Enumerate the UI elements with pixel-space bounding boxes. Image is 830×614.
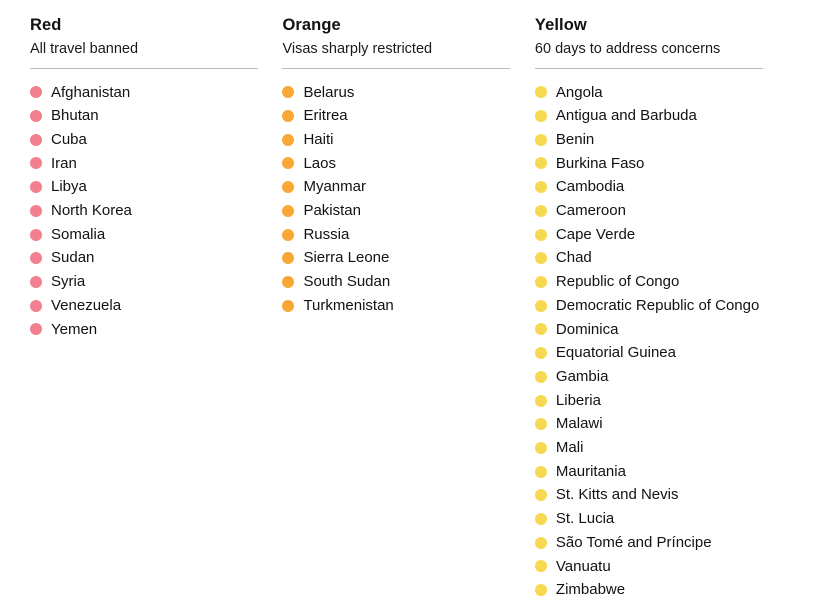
status-dot-icon [282, 229, 294, 241]
status-dot-icon [535, 489, 547, 501]
list-item [30, 318, 282, 342]
list-item [535, 152, 808, 176]
column-title-red: Red [30, 16, 62, 34]
country-name: North Korea [51, 202, 132, 220]
list-item [282, 294, 534, 318]
list-item [535, 507, 808, 531]
list-item [535, 81, 808, 105]
country-name: Somalia [51, 225, 106, 243]
list-item [30, 104, 282, 128]
country-name: Myanmar [303, 178, 366, 196]
country-list-orange [282, 81, 534, 318]
list-item [282, 81, 534, 105]
status-dot-icon [282, 300, 294, 312]
list-item [282, 246, 534, 270]
list-item [282, 152, 534, 176]
status-dot-icon [535, 323, 547, 335]
list-item [30, 81, 282, 105]
status-dot-icon [535, 347, 547, 359]
status-dot-icon [30, 276, 42, 288]
country-name: Vanuatu [555, 557, 611, 575]
list-item [30, 294, 282, 318]
column-divider-orange [282, 68, 510, 69]
country-name: Venezuela [51, 296, 122, 314]
country-name: Democratic Republic of Congo [555, 296, 760, 314]
status-dot-icon [30, 229, 42, 241]
list-item [30, 223, 282, 247]
list-item [535, 389, 808, 413]
column-yellow [535, 16, 808, 602]
list-item [535, 223, 808, 247]
country-name: Antigua and Barbuda [555, 107, 697, 125]
list-item [535, 341, 808, 365]
list-item [535, 365, 808, 389]
list-item [30, 175, 282, 199]
status-dot-icon [282, 157, 294, 169]
status-dot-icon [282, 205, 294, 217]
column-subtitle-yellow: 60 days to address concerns [534, 41, 721, 58]
status-dot-icon [535, 134, 547, 146]
country-name: Sierra Leone [303, 249, 390, 267]
list-item [30, 152, 282, 176]
list-item [282, 128, 534, 152]
status-dot-icon [282, 181, 294, 193]
list-item [535, 104, 808, 128]
list-item [535, 294, 808, 318]
country-name: Libya [51, 178, 87, 196]
list-item [282, 199, 534, 223]
list-item [30, 270, 282, 294]
country-name: Chad [555, 249, 592, 267]
country-name: Belarus [303, 83, 355, 101]
country-name: Sudan [51, 249, 95, 267]
status-dot-icon [535, 276, 547, 288]
country-name: Malawi [555, 415, 603, 433]
country-name: Mali [555, 439, 584, 457]
country-name: Syria [51, 273, 86, 291]
status-dot-icon [535, 418, 547, 430]
country-name: Yemen [51, 320, 98, 338]
list-item [535, 460, 808, 484]
country-name: São Tomé and Príncipe [555, 533, 712, 551]
status-dot-icon [282, 276, 294, 288]
list-item [535, 555, 808, 579]
status-dot-icon [535, 371, 547, 383]
list-item [535, 436, 808, 460]
status-dot-icon [535, 513, 547, 525]
country-list-yellow [535, 81, 808, 602]
country-name: Cape Verde [555, 225, 636, 243]
country-name: Equatorial Guinea [555, 344, 676, 362]
country-name: St. Kitts and Nevis [555, 486, 679, 504]
status-dot-icon [535, 560, 547, 572]
status-dot-icon [535, 584, 547, 596]
column-title-yellow: Yellow [534, 16, 587, 34]
list-item [30, 246, 282, 270]
list-item [535, 578, 808, 602]
list-item [535, 246, 808, 270]
status-dot-icon [30, 252, 42, 264]
list-item [535, 175, 808, 199]
country-name: Dominica [555, 320, 619, 338]
country-name: Eritrea [303, 107, 348, 125]
country-name: Iran [51, 154, 77, 172]
country-name: Laos [303, 154, 336, 172]
status-dot-icon [30, 323, 42, 335]
status-dot-icon [30, 181, 42, 193]
list-item [30, 128, 282, 152]
status-dot-icon [535, 442, 547, 454]
status-dot-icon [535, 229, 547, 241]
status-dot-icon [30, 110, 42, 122]
column-red [30, 16, 282, 341]
country-name: Pakistan [303, 202, 361, 220]
country-name: Liberia [555, 391, 601, 409]
country-name: Cambodia [555, 178, 625, 196]
status-dot-icon [282, 86, 294, 98]
country-name: Zimbabwe [555, 581, 626, 599]
country-name: Bhutan [51, 107, 99, 125]
list-item [282, 104, 534, 128]
status-dot-icon [30, 205, 42, 217]
country-name: Cameroon [555, 202, 626, 220]
country-name: Burkina Faso [555, 154, 645, 172]
list-item [535, 128, 808, 152]
country-name: South Sudan [303, 273, 391, 291]
status-dot-icon [282, 110, 294, 122]
status-dot-icon [535, 537, 547, 549]
list-item [535, 199, 808, 223]
column-orange [282, 16, 534, 318]
country-name: St. Lucia [555, 510, 615, 528]
status-dot-icon [535, 205, 547, 217]
status-dot-icon [30, 86, 42, 98]
country-name: Russia [303, 225, 350, 243]
column-divider-red [30, 68, 258, 69]
country-name: Afghanistan [51, 83, 131, 101]
column-subtitle-red: All travel banned [30, 41, 139, 58]
status-dot-icon [535, 252, 547, 264]
column-title-orange: Orange [282, 16, 341, 34]
status-dot-icon [535, 86, 547, 98]
status-dot-icon [282, 252, 294, 264]
country-name: Gambia [555, 367, 609, 385]
list-item [282, 175, 534, 199]
country-list-red [30, 81, 282, 342]
list-item [535, 270, 808, 294]
country-name: Republic of Congo [555, 273, 680, 291]
status-dot-icon [535, 300, 547, 312]
status-dot-icon [535, 395, 547, 407]
country-name: Mauritania [555, 462, 626, 480]
status-dot-icon [30, 157, 42, 169]
country-name: Benin [555, 130, 595, 148]
status-dot-icon [282, 134, 294, 146]
list-item [535, 483, 808, 507]
list-item [535, 318, 808, 342]
column-subtitle-orange: Visas sharply restricted [282, 41, 433, 58]
list-item [282, 270, 534, 294]
country-name: Angola [555, 83, 603, 101]
status-dot-icon [30, 134, 42, 146]
list-item [535, 531, 808, 555]
status-dot-icon [535, 466, 547, 478]
status-dot-icon [535, 157, 547, 169]
country-name: Cuba [51, 130, 87, 148]
list-item [282, 223, 534, 247]
country-name: Haiti [303, 130, 334, 148]
country-name: Turkmenistan [303, 296, 394, 314]
column-divider-yellow [535, 68, 763, 69]
status-dot-icon [535, 181, 547, 193]
status-dot-icon [30, 300, 42, 312]
list-item [30, 199, 282, 223]
list-item [535, 412, 808, 436]
status-dot-icon [535, 110, 547, 122]
